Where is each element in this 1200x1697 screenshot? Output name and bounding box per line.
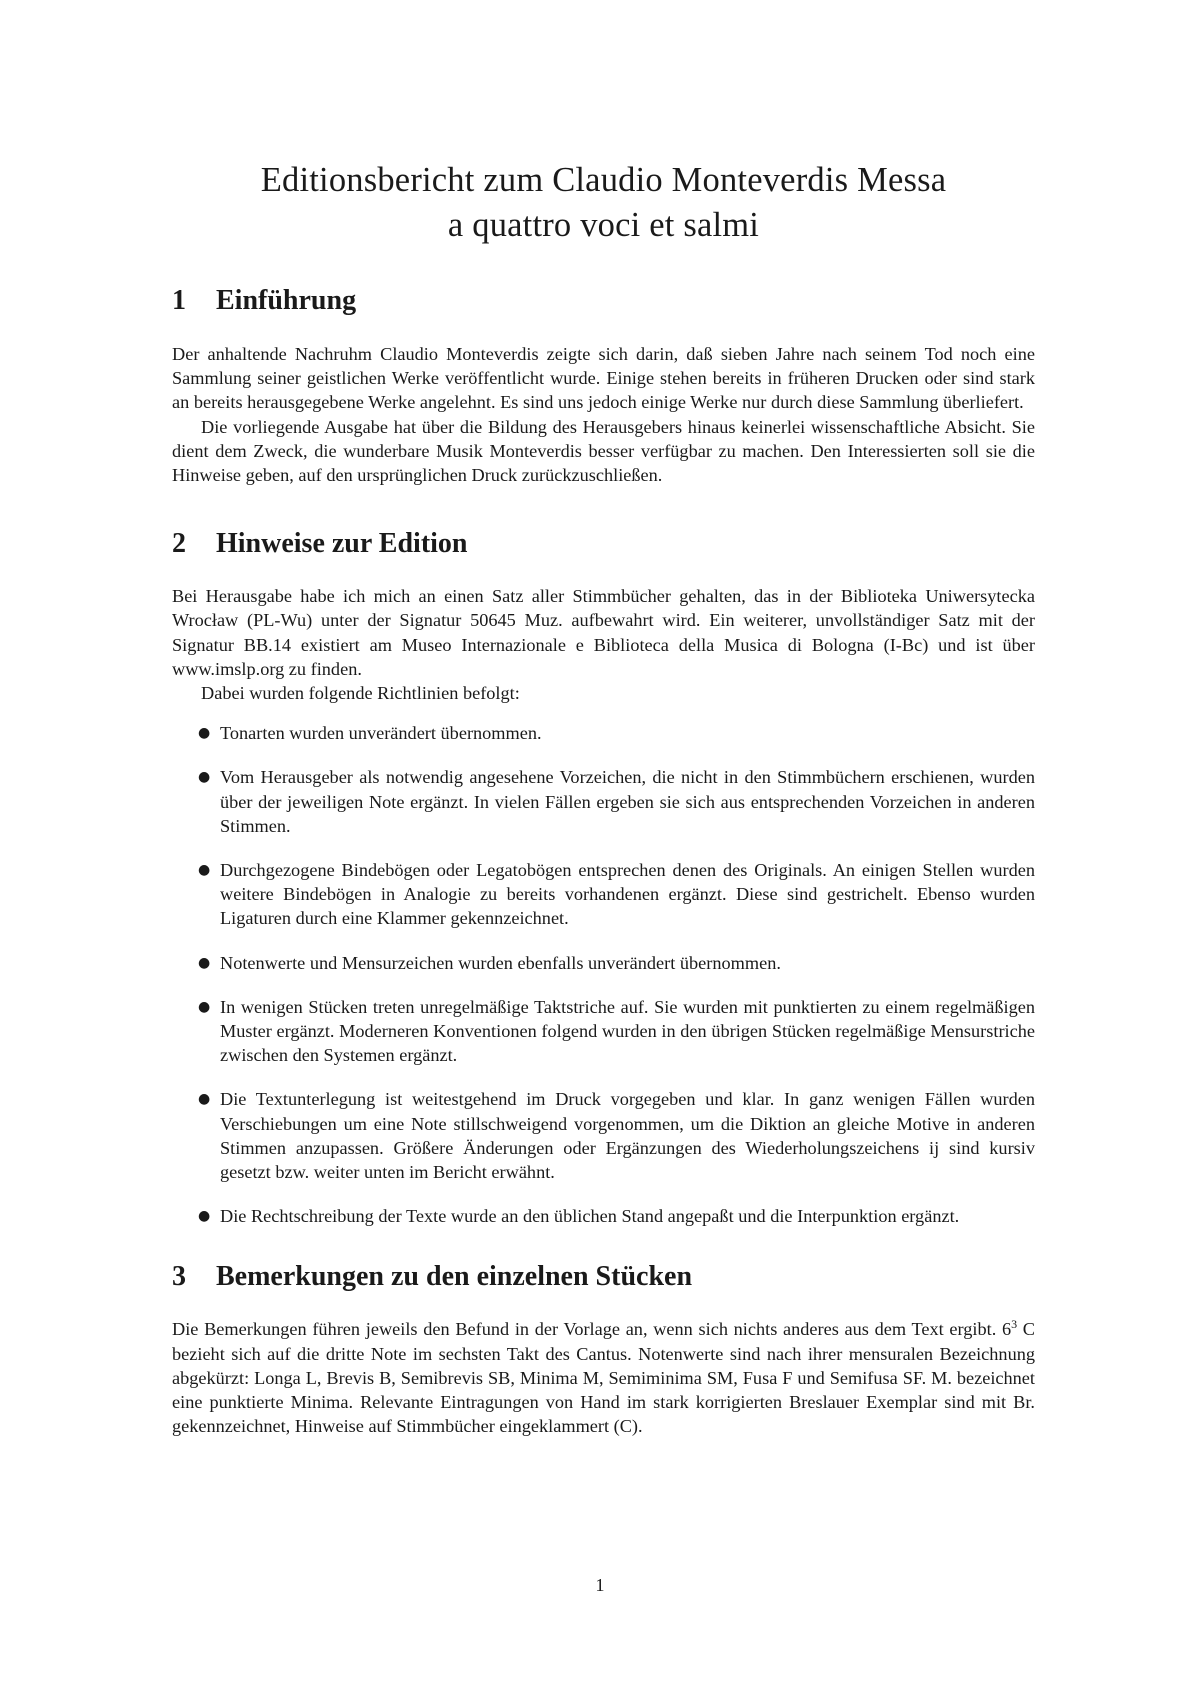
paragraph: Bei Herausgabe habe ich mich an einen Satz aller Stimmbücher gehalten, das in der Biblioteka Uniwersytecka Wrocław (PL-Wu) unter der Signatur 50645 Muz. aufbewahrt wird. Ein weiterer, unvollständiger Satz mit der Signatur BB.14 existiert am Museo Internazionale e Biblioteca della Musica di Bologna (I-Bc) und ist über www.imslp.org zu finden. — [172, 586, 1035, 679]
section-heading — [172, 1260, 1035, 1294]
bullet-icon: ● — [198, 725, 211, 742]
title-line-1: Editionsbericht zum Claudio Monteverdis Messa — [260, 161, 947, 199]
paragraph: Die Bemerkungen führen jeweils den Befund in der Vorlage an, wenn sich nichts anderes aus dem Text ergibt. $6^3$ C bezieht sich auf die dritte Note im sechsten Takt des Cantus. Notenwerte sind nach ihrer mensuralen Bezeichnung abgekürzt: Longa L, Brevis B, Semibrevis SB, Minima M, Semiminima SM, Fusa F und Semifusa SF. M. bezeichnet eine punktierte Minima. Relevante Eintragungen von Hand im stark korrigierten Breslauer Exemplar sind mit Br. gekennzeichnet, Hinweise auf Stimmbücher eingeklammert (C). — [172, 1317, 1036, 1437]
title-line-2: a quattro voci et salmi — [447, 206, 760, 244]
superscript: 3 — [1011, 1317, 1018, 1332]
page-number: 1 — [595, 1575, 605, 1595]
list-item: ● Durchgezogene Bindebögen oder Legatobögen entsprechen denen des Originals. An einigen Stellen wurden weitere Bindebögen in Analogie zu bereits vorhandenen ergänzt. Diese sind gestrichelt. Ebenso wurden Ligaturen durch eine Klammer gekennzeichnet. — [172, 858, 1035, 931]
paragraph: Die vorliegende Ausgabe hat über die Bildung des Herausgebers hinaus keinerlei wissenschaftliche Absicht. Sie dient dem Zweck, die wunderbare Musik Monteverdis besser verfügbar zu machen. Den Interessierten soll sie die Hinweise geben, auf den ursprünglichen Druck zurückzuschließen. — [172, 416, 1035, 486]
section-hinweise — [172, 527, 1035, 1228]
bullet-icon: ● — [198, 954, 211, 971]
list-item: ● Die Rechtschreibung der Texte wurde an den üblichen Stand angepaßt und die Interpunktion ergänzt. — [172, 1204, 1035, 1228]
bullet-icon: ● — [198, 1208, 211, 1225]
paragraph: Dabei wurden folgende Richtlinien befolgt: — [201, 683, 520, 704]
document-title — [172, 158, 1035, 248]
list-item: ● Die Textunterlegung ist weitestgehend im Druck vorgegeben und klar. In ganz wenigen Fällen wurden Verschiebungen um eine Note stillschweigend vorgenommen, um die Diktion an gleiche Motive in anderen Stimmen anzupassen. Größere Änderungen oder Ergänzungen des Wiederholungszeichens ij sind kursiv gesetzt bzw. weiter unten im Bericht erwähnt. — [172, 1087, 1035, 1184]
guidelines-list — [172, 721, 1035, 1228]
section-number: 1 — [172, 285, 186, 316]
bullet-icon: ● — [198, 769, 211, 786]
section-number: 2 — [172, 528, 186, 560]
section-title: Bemerkungen zu den einzelnen Stücken — [216, 1261, 693, 1293]
section-heading — [172, 284, 1035, 318]
section-title: Hinweise zur Edition — [216, 528, 468, 560]
section-heading — [172, 527, 1035, 561]
section-bemerkungen — [172, 1260, 1035, 1438]
paragraph: Der anhaltende Nachruhm Claudio Monteverdis zeigte sich darin, daß sieben Jahre nach seinem Tod noch eine Sammlung seiner geistlichen Werke veröffentlicht wurde. Einige stehen bereits in früheren Drucken oder sind stark an bereits herausgegebene Werke angelehnt. Es sind uns jedoch einige Werke nur durch diese Sammlung überliefert. — [172, 344, 1035, 413]
list-item: ● Notenwerte und Mensurzeichen wurden ebenfalls unverändert übernommen. — [172, 951, 1035, 975]
section-title: Einführung — [216, 285, 357, 316]
bullet-icon: ● — [198, 1091, 211, 1108]
list-item: ● Tonarten wurden unverändert übernommen. — [172, 721, 1035, 745]
section-number: 3 — [172, 1261, 186, 1293]
section-einfuehrung — [172, 284, 1035, 487]
list-item: ● Vom Herausgeber als notwendig angesehene Vorzeichen, die nicht in den Stimmbüchern erschienen, wurden über der jeweiligen Note ergänzt. In vielen Fällen ergeben sie sich aus entsprechenden Vorzeichen in anderen Stimmen. — [172, 765, 1035, 838]
list-item: ● In wenigen Stücken treten unregelmäßige Taktstriche auf. Sie wurden mit punktierten zu einem regelmäßigen Muster ergänzt. Moderneren Konventionen folgend wurden in den übrigen Stücken regelmäßige Mensurstriche zwischen den Systemen ergänzt. — [172, 995, 1035, 1068]
bullet-icon: ● — [198, 862, 211, 879]
bullet-icon: ● — [198, 998, 211, 1015]
